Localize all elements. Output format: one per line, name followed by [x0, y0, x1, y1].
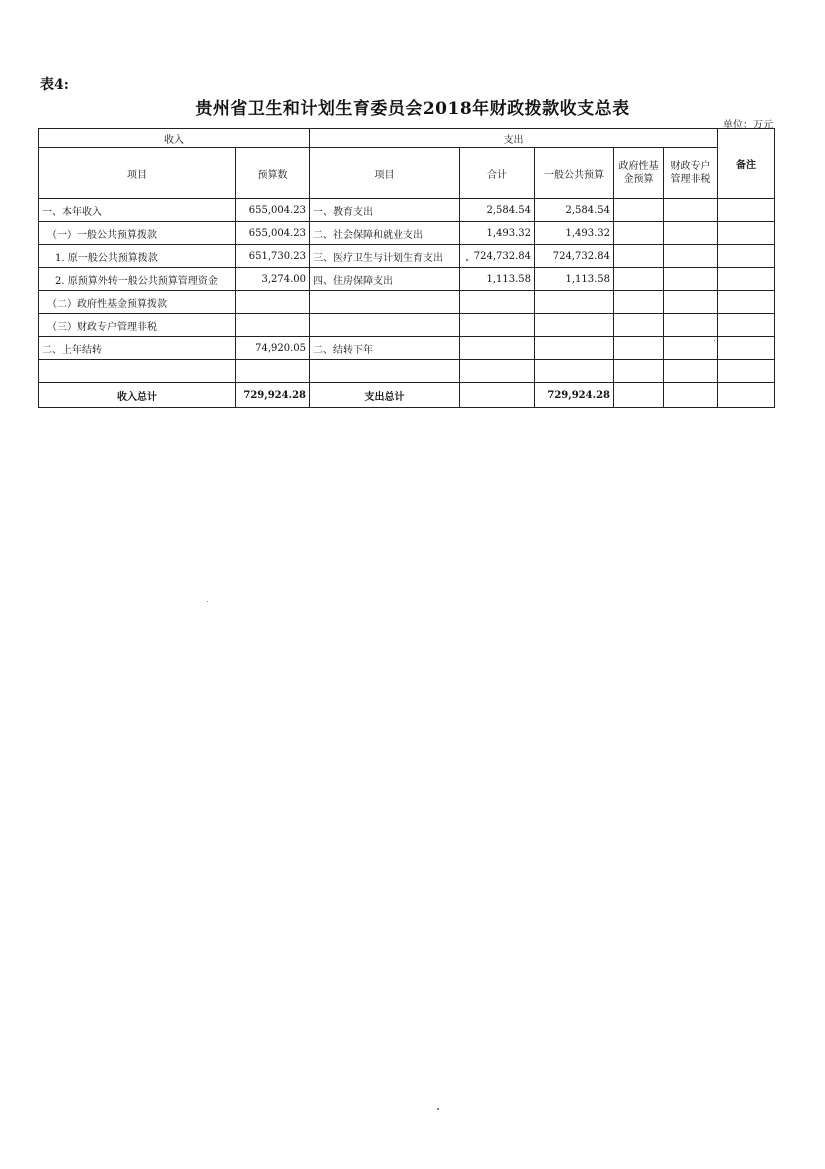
- income-total-amount: 729,924.28: [236, 383, 310, 408]
- expense-gov-fund: [614, 199, 664, 222]
- scan-speck: [466, 259, 468, 261]
- expense-item: 四、住房保障支出: [310, 268, 460, 291]
- income-amount: 74,920.05: [236, 337, 310, 360]
- expense-total: 1,493.32: [460, 222, 535, 245]
- remark-header: 备注: [718, 129, 775, 199]
- expense-general: [535, 291, 614, 314]
- expense-gov-fund: [614, 291, 664, 314]
- expense-gov-fund-header: 政府性基金预算: [614, 148, 664, 199]
- expense-general: 1,113.58: [535, 268, 614, 291]
- header-row-2: [39, 148, 775, 199]
- income-item: 2. 原预算外转一般公共预算管理资金: [39, 268, 236, 291]
- expense-special: [664, 268, 718, 291]
- expense-general-header: 一般公共预算: [535, 148, 614, 199]
- income-total-label: 收入总计: [39, 383, 236, 408]
- table-row: [39, 291, 775, 314]
- income-budget-header: 预算数: [236, 148, 310, 199]
- remark-cell: [718, 268, 775, 291]
- expense-general: [535, 360, 614, 383]
- remark-cell: [718, 314, 775, 337]
- expense-gov-fund: [614, 337, 664, 360]
- income-amount: [236, 314, 310, 337]
- expense-total: [460, 314, 535, 337]
- expense-special: [664, 245, 718, 268]
- remark-cell: [718, 360, 775, 383]
- table-label: 表4:: [40, 77, 69, 93]
- totals-row: [39, 383, 775, 408]
- expense-total: 724,732.84: [460, 245, 535, 268]
- expense-header: 支出: [310, 129, 718, 148]
- expense-general-total: 729,924.28: [535, 383, 614, 408]
- expense-total-header: 合计: [460, 148, 535, 199]
- expense-gov-fund: [614, 383, 664, 408]
- expense-total: 1,113.58: [460, 268, 535, 291]
- scan-speck: [207, 601, 208, 602]
- income-item: （三）财政专户管理非税: [39, 314, 236, 337]
- expense-item: 二、结转下年: [310, 337, 460, 360]
- expense-item: 二、社会保障和就业支出: [310, 222, 460, 245]
- expense-total-label: 支出总计: [310, 383, 460, 408]
- remark-cell: [718, 337, 775, 360]
- expense-special: [664, 314, 718, 337]
- expense-general: 1,493.32: [535, 222, 614, 245]
- income-amount: 651,730.23: [236, 245, 310, 268]
- table-row: [39, 245, 775, 268]
- expense-special: [664, 383, 718, 408]
- income-item: 一、本年收入: [39, 199, 236, 222]
- table-row: [39, 314, 775, 337]
- expense-general: [535, 337, 614, 360]
- expense-total: [460, 291, 535, 314]
- income-amount: [236, 291, 310, 314]
- remark-cell: [718, 383, 775, 408]
- table-row: [39, 199, 775, 222]
- unit-label: 单位：万元: [723, 120, 773, 131]
- income-item-header: 项目: [39, 148, 236, 199]
- income-amount: 655,004.23: [236, 222, 310, 245]
- remark-cell: [718, 222, 775, 245]
- remark-cell: [718, 199, 775, 222]
- expense-gov-fund: [614, 222, 664, 245]
- expense-special: [664, 337, 718, 360]
- expense-item: 三、医疗卫生与计划生育支出: [310, 245, 460, 268]
- scan-speck: [714, 340, 715, 341]
- income-item: [39, 360, 236, 383]
- document-title: 贵州省卫生和计划生育委员会2018年财政拨款收支总表: [195, 99, 630, 119]
- table-row: [39, 222, 775, 245]
- expense-item-header: 项目: [310, 148, 460, 199]
- income-amount: [236, 360, 310, 383]
- remark-cell: [718, 291, 775, 314]
- expense-item: [310, 291, 460, 314]
- scan-speck: [437, 1108, 439, 1110]
- expense-total: [460, 337, 535, 360]
- income-item: 二、上年结转: [39, 337, 236, 360]
- income-header: 收入: [39, 129, 310, 148]
- expense-gov-fund: [614, 314, 664, 337]
- expense-special-header: 财政专户管理非税: [664, 148, 718, 199]
- expense-general: 2,584.54: [535, 199, 614, 222]
- income-item: （二）政府性基金预算拨款: [39, 291, 236, 314]
- expense-general: 724,732.84: [535, 245, 614, 268]
- table-row: [39, 337, 775, 360]
- expense-total: 2,584.54: [460, 199, 535, 222]
- expense-special: [664, 222, 718, 245]
- expense-gov-fund: [614, 360, 664, 383]
- table-row: [39, 360, 775, 383]
- expense-gov-fund: [614, 268, 664, 291]
- expense-item: [310, 314, 460, 337]
- header-row-1: [39, 129, 775, 148]
- income-item: （一）一般公共预算拨款: [39, 222, 236, 245]
- income-amount: 655,004.23: [236, 199, 310, 222]
- table-row: [39, 268, 775, 291]
- expense-gov-fund: [614, 245, 664, 268]
- expense-item: 一、教育支出: [310, 199, 460, 222]
- expense-total: [460, 360, 535, 383]
- expense-special: [664, 291, 718, 314]
- remark-cell: [718, 245, 775, 268]
- expense-item: [310, 360, 460, 383]
- finance-summary-table: [38, 128, 775, 408]
- income-item: 1. 原一般公共预算拨款: [39, 245, 236, 268]
- expense-special: [664, 199, 718, 222]
- expense-special: [664, 360, 718, 383]
- expense-general: [535, 314, 614, 337]
- income-amount: 3,274.00: [236, 268, 310, 291]
- expense-total-amount: [460, 383, 535, 408]
